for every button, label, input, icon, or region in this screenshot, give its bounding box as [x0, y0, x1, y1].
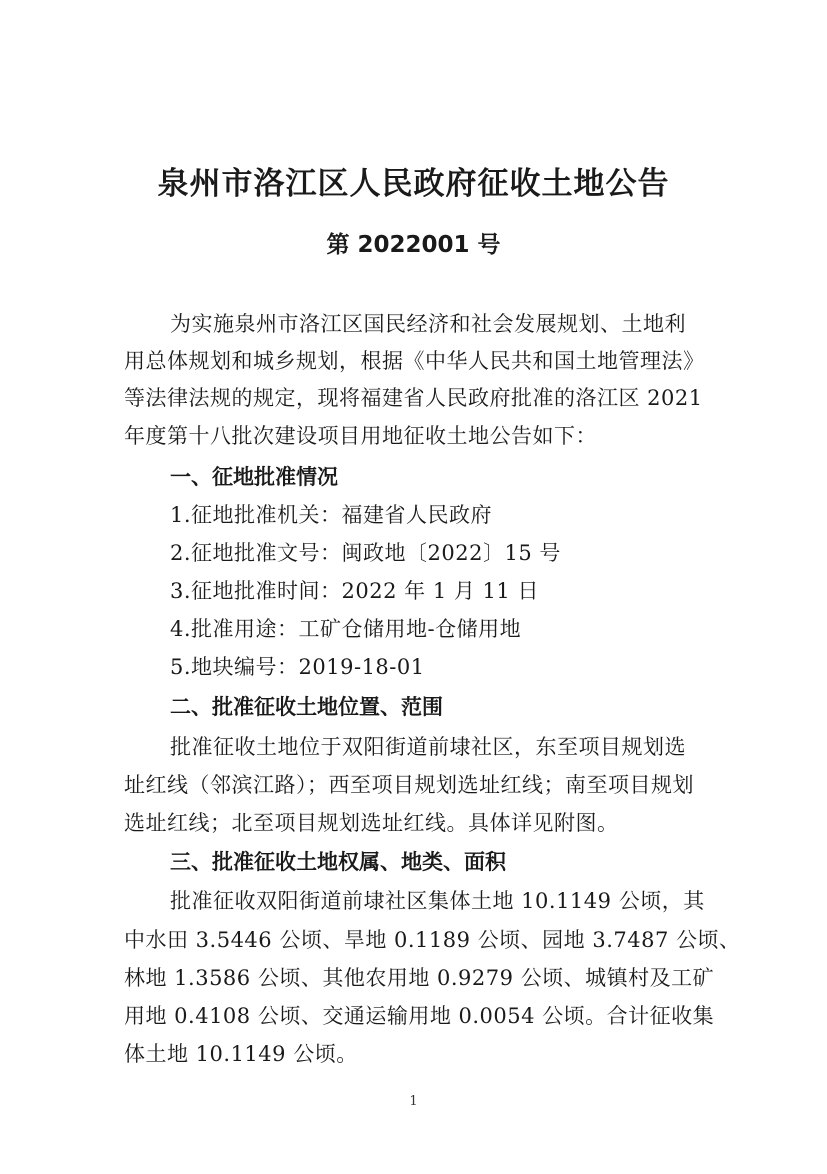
approval-item: 3.征地批准时间：2022 年 1 月 11 日: [170, 579, 539, 603]
intro-line: 等法律法规的规定，现将福建省人民政府批准的洛江区 2021: [124, 386, 703, 410]
area-line: 中水田 3.5446 公顷、旱地 0.1189 公顷、园地 3.7487 公顷、: [124, 928, 741, 952]
approval-item: 1.征地批准机关：福建省人民政府: [170, 503, 493, 527]
approval-item: 5.地块编号：2019-18-01: [170, 655, 425, 679]
location-line: 址红线（邻滨江路）；西至项目规划选址红线；南至项目规划: [124, 773, 694, 797]
intro-line: 用总体规划和城乡规划，根据《中华人民共和国土地管理法》: [124, 349, 705, 373]
location-line: 选址红线；北至项目规划选址红线。具体详见附图。: [124, 811, 619, 835]
section-heading-2: 二、批准征收土地位置、范围: [170, 695, 443, 719]
approval-item: 2.征地批准文号：闽政地〔2022〕15 号: [170, 541, 561, 565]
document-number: 第 2022001 号: [326, 232, 501, 258]
section-heading-3: 三、批准征收土地权属、地类、面积: [170, 850, 506, 874]
area-line: 林地 1.3586 公顷、其他农用地 0.9279 公顷、城镇村及工矿: [124, 966, 715, 990]
area-line: 批准征收双阳街道前埭社区集体土地 10.1149 公顷，其: [170, 889, 705, 913]
intro-line: 为实施泉州市洛江区国民经济和社会发展规划、土地利: [170, 312, 686, 336]
approval-item: 4.批准用途：工矿仓储用地-仓储用地: [170, 617, 522, 641]
page-number: 1: [409, 1094, 418, 1109]
location-line: 批准征收土地位于双阳街道前埭社区，东至项目规划选: [170, 735, 686, 759]
document-title: 泉州市洛江区人民政府征收土地公告: [157, 166, 670, 202]
area-line: 用地 0.4108 公顷、交通运输用地 0.0054 公顷。合计征收集: [124, 1004, 715, 1028]
section-heading-1: 一、征地批准情况: [170, 465, 338, 489]
intro-line: 年度第十八批次建设项目用地征收土地公告如下：: [124, 424, 597, 448]
area-line: 体土地 10.1149 公顷。: [124, 1042, 358, 1066]
